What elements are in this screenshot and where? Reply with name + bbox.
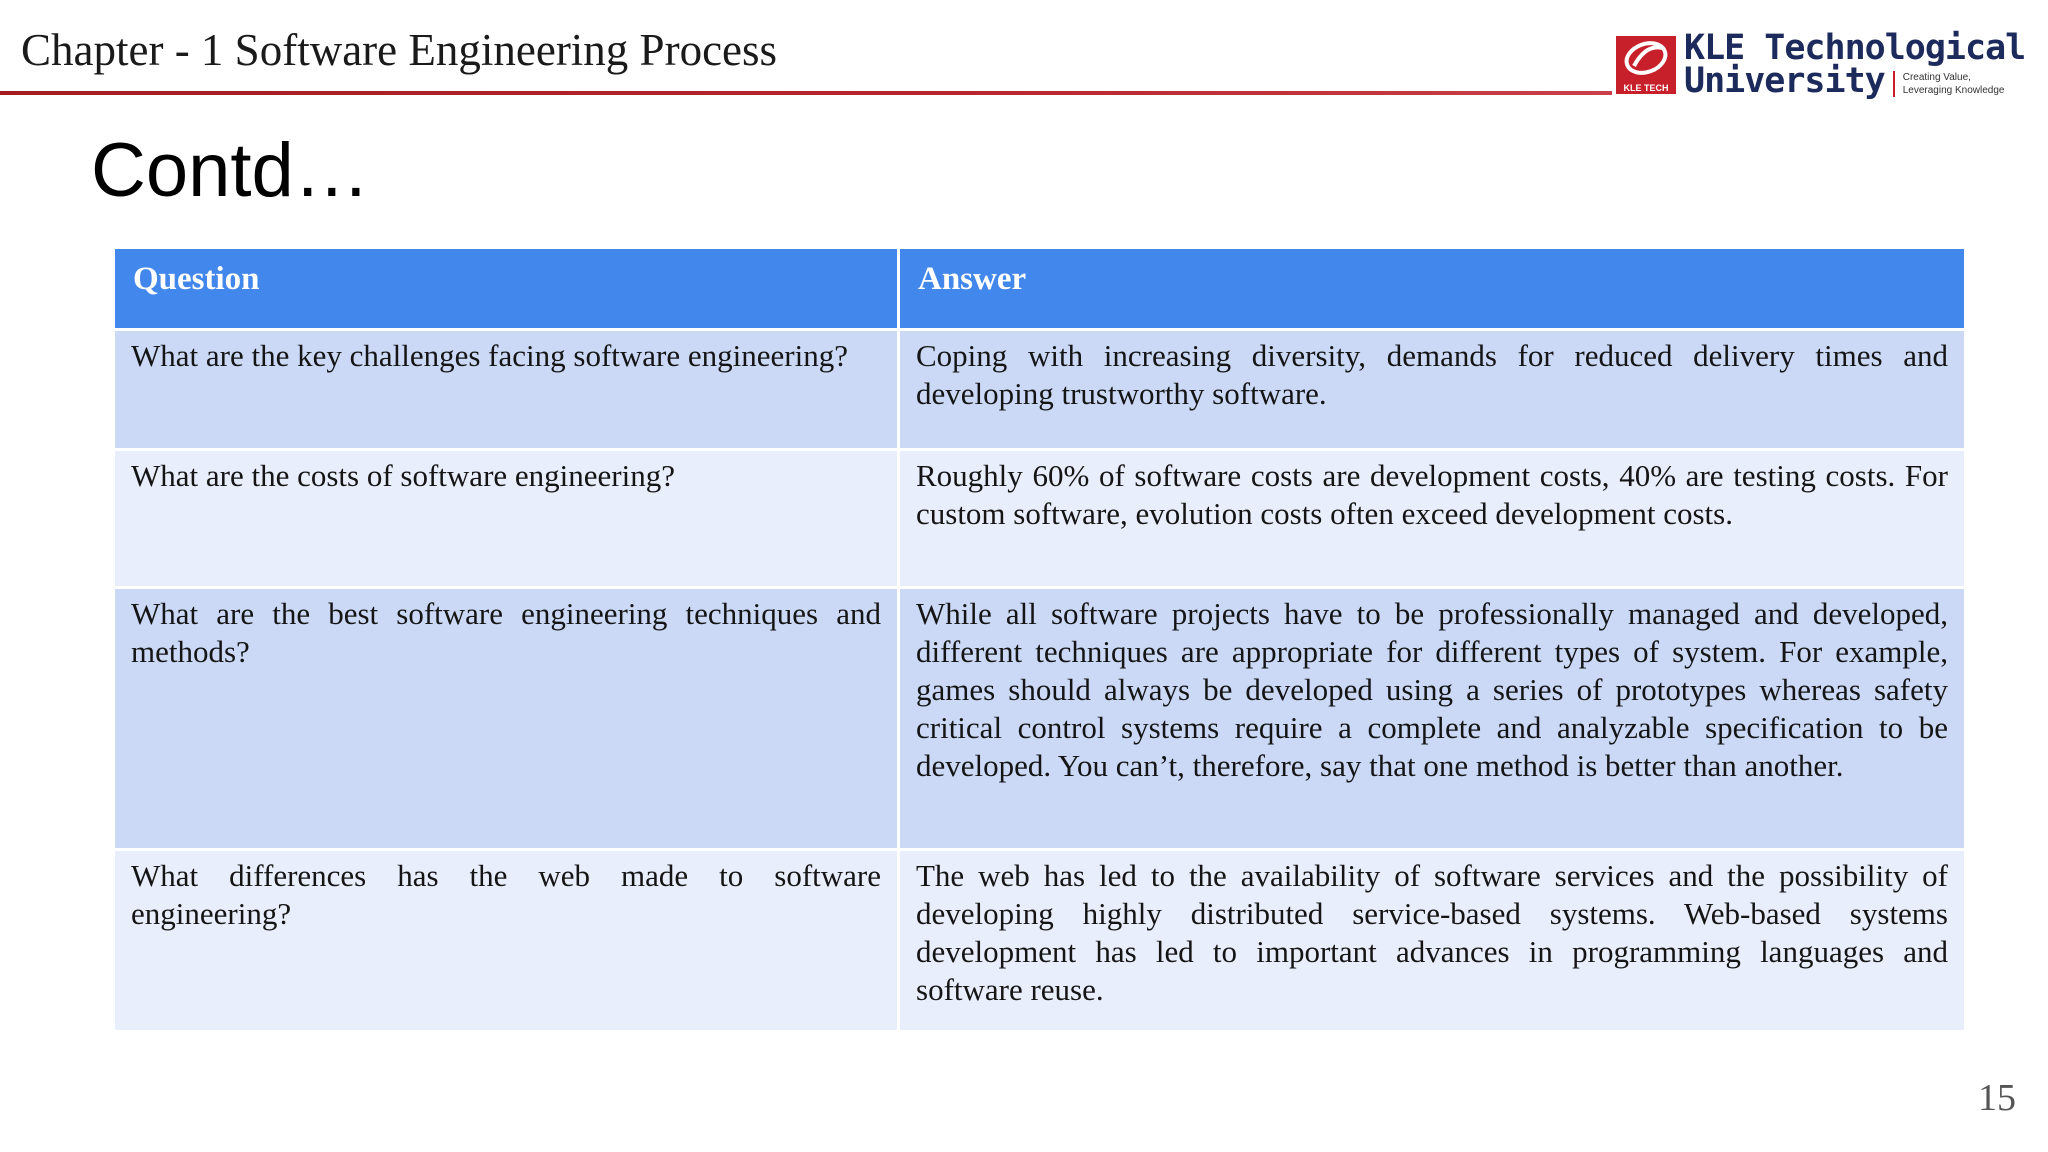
logo-name-line1: KLE Technological [1684,28,2026,68]
chapter-title: Chapter - 1 Software Engineering Process [21,25,778,75]
question-cell: What are the key challenges facing software engineering? [114,330,899,450]
question-cell: What are the costs of software engineering? [114,450,899,588]
answer-cell: Roughly 60% of software costs are development costs, 40% are testing costs. For custom software, evolution costs often exceed development costs. [899,450,1966,588]
slide-title: Contd… [91,128,370,213]
university-logo [1616,28,2046,104]
logo-name-line2: University [1684,61,1885,101]
logo-swirl-icon [1616,36,1676,80]
logo-tagline-line1: Creating Value, [1902,72,1971,83]
table-header-row [114,248,1966,330]
column-header-answer: Answer [899,248,1966,330]
logo-separator [1893,71,1895,97]
logo-mark-text: KLE TECH [1623,83,1669,93]
table-row [114,588,1966,850]
logo-tagline [1903,71,2005,97]
answer-cell: The web has led to the availability of software services and the possibility of developing highly distributed service-based systems. Web-based systems development has led to important advances in programming languages and software reuse. [899,850,1966,1032]
logo-mark-icon [1616,36,1676,94]
header-divider [0,91,1612,95]
logo-line2 [1684,61,2005,101]
table-row [114,330,1966,450]
qa-table [112,246,1967,1033]
question-cell: What are the best software engineering techniques and methods? [114,588,899,850]
table-row [114,450,1966,588]
page-number: 15 [1978,1077,2016,1119]
answer-cell: While all software projects have to be professionally managed and developed, different techniques are appropriate for different types of system. For example, games should always be developed using a series of prototypes whereas safety critical control systems require a complete and analyzable specification to be developed. You can’t, therefore, say that one method is better than another. [899,588,1966,850]
column-header-question: Question [114,248,899,330]
answer-cell: Coping with increasing diversity, demands for reduced delivery times and developing trustworthy software. [899,330,1966,450]
table-row [114,850,1966,1032]
logo-tagline-line2: Leveraging Knowledge [1902,85,2005,96]
question-cell: What differences has the web made to software engineering? [114,850,899,1032]
